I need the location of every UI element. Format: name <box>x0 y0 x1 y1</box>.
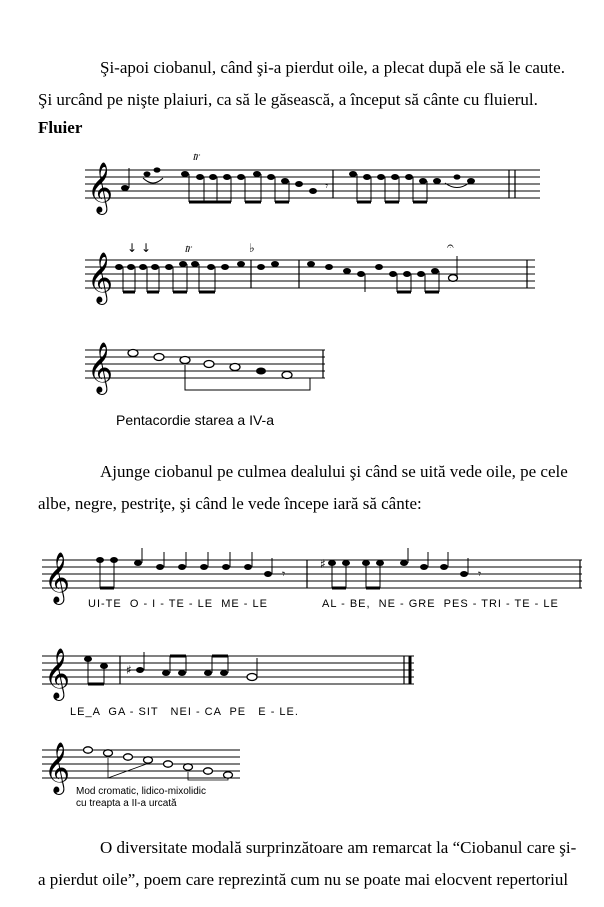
treble-clef-icon: 𝄞 <box>44 552 71 603</box>
arrow-down-icon: ↓ <box>141 241 152 255</box>
treble-clef-icon: 𝄞 <box>87 252 114 303</box>
paragraph-diversitate-text: O diversitate modală surprinzătoare am remarcat la “Ciobanul care şi- a pierdut oile”, poem care reprezintă cum nu se poate mai elocvent repertoriul <box>38 838 577 889</box>
heading-fluier: Fluier <box>38 118 83 137</box>
caption-pentacordie: Pentacordie starea a IV-a <box>116 412 274 428</box>
treble-clef-icon: 𝄞 <box>87 162 114 213</box>
accent-icon: ♭ <box>249 241 255 255</box>
staff-lines <box>42 560 582 588</box>
music-staff-song-2 <box>42 644 422 704</box>
sharp-icon: ♯ <box>126 663 132 677</box>
mordent-icon: 𝆖 <box>185 241 192 255</box>
rest-icon: 𝄾 <box>325 179 329 193</box>
paragraph-culme <box>38 456 580 520</box>
music-staff-pentacordie <box>85 338 335 414</box>
lyrics-line-1b: AL - BE, NE - GRE PES - TRI - TE - LE <box>322 598 559 610</box>
lyrics-line-1a: UI-TE O - I - TE - LE ME - LE <box>88 598 268 610</box>
caption-mod-cromatic <box>76 786 206 810</box>
rest-icon: 𝄾 <box>282 567 286 581</box>
fermata-icon: 𝄐 <box>447 239 454 253</box>
treble-clef-icon: 𝄞 <box>44 648 71 699</box>
paragraph-intro <box>38 52 580 116</box>
notes-group <box>121 149 515 202</box>
lyrics-line-2: LE_A GA - SIT NEI - CA PE E - LE. <box>70 706 299 718</box>
treble-clef-icon: 𝄞 <box>44 742 71 793</box>
notes-group <box>96 548 580 588</box>
notes-group <box>115 239 527 292</box>
caption-mod-line2: cu treapta a II-a urcată <box>76 798 177 809</box>
music-staff-fluier-2 <box>85 240 545 310</box>
notes-group <box>84 652 410 684</box>
notes-group <box>128 350 323 391</box>
paragraph-diversitate <box>38 832 580 896</box>
paragraph-culme-text: Ajunge ciobanul pe culmea dealului şi când se uită vede oile, pe cele albe, negre, pestriţe, şi când le vede începe iară să cânte: <box>38 462 568 513</box>
arrow-down-icon: ↓ <box>127 241 138 255</box>
treble-clef-icon: 𝄞 <box>87 342 114 393</box>
mordent-icon: 𝆖 <box>193 149 200 163</box>
paragraph-intro-text: Şi-apoi ciobanul, când şi-a pierdut oile, a plecat după ele să le caute. Şi urcând pe nişte plaiuri, ca să le găsească, a început să cânte cu fluierul. <box>38 58 565 109</box>
caption-mod-line1: Mod cromatic, lidico-mixolidic <box>76 786 207 797</box>
rest-icon: 𝄾 <box>478 567 482 581</box>
sharp-icon: ♯ <box>320 557 326 571</box>
notes-group <box>84 747 233 780</box>
music-staff-fluier-1 <box>85 150 545 220</box>
